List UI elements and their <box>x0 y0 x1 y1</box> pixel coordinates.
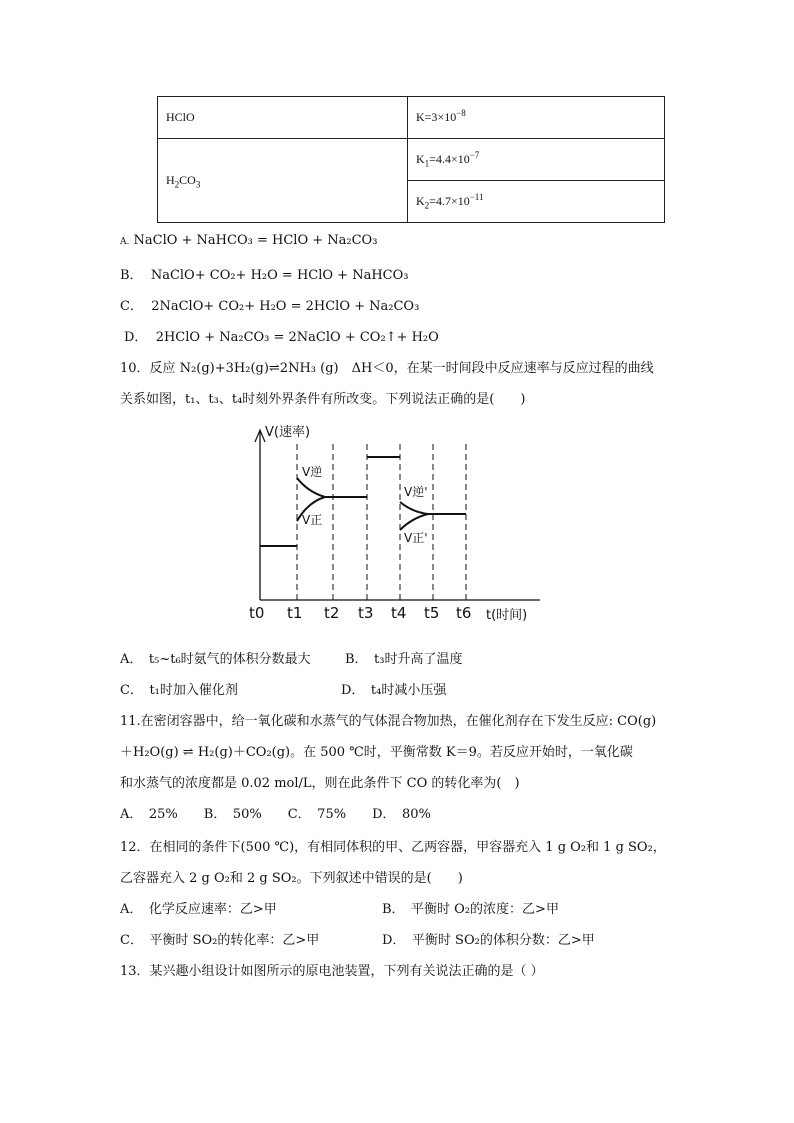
q12-stem-line1: 12．在相同的条件下(500 ℃)，有相同体积的甲、乙两容器，甲容器充入 1 g O₂和 1 g SO₂， <box>120 840 666 855</box>
q10-options-row2 <box>120 679 446 698</box>
q10-option-c: C． t₁时加入催化剂 <box>120 683 238 698</box>
q9-option-a: A. NaClO + NaHCO₃ = HClO + Na₂CO₃ <box>120 233 378 248</box>
q12-option-b: B． 平衡时 O₂的浓度：乙>甲 <box>382 902 559 917</box>
k2-cell: $K_2=4.7\times 10^{-11}$ <box>408 181 665 223</box>
acid-cell: HClO <box>158 97 408 139</box>
q10-stem-line1: 10．反应 N₂(g)+3H₂(g)⇌2NH₃ (g) ΔH＜0，在某一时间段中反应速率与反应过程的曲线 <box>120 361 654 376</box>
table-row <box>158 97 665 139</box>
q10-options-row1 <box>120 648 463 667</box>
q12-options-row2 <box>120 929 595 948</box>
q11-options: A． 25% B． 50% C． 75% D． 80% <box>120 807 431 822</box>
label-v-reverse-prime: V逆' <box>404 485 428 499</box>
q13-stem-line1: 13．某兴趣小组设计如图所示的原电池装置，下列有关说法正确的是（ ） <box>120 964 544 979</box>
tick-t5: t5 <box>424 604 440 622</box>
segment-v-reverse-t1-t2 <box>297 478 325 497</box>
q12-stem-line2: 乙容器充入 2 g O₂和 2 g SO₂。下列叙述中错误的是( ) <box>120 871 463 886</box>
segment-v-reverse-prime-t4-t5 <box>400 502 428 514</box>
y-axis-label: V(速率) <box>265 425 311 440</box>
q12-option-c: C． 平衡时 SO₂的转化率：乙>甲 <box>120 933 320 948</box>
q10-option-b: B． t₃时升高了温度 <box>345 652 463 667</box>
k-cell: $K=3\times 10^{-8}$ <box>408 97 665 139</box>
q9-option-b: B． NaClO+ CO₂+ H₂O = HClO + NaHCO₃ <box>120 268 409 283</box>
segment-v-forward-prime-t4-t5 <box>400 514 428 530</box>
rate-time-chart <box>240 420 560 630</box>
q10-stem-line2: 关系如图，t₁、t₃、t₄时刻外界条件有所改变。下列说法正确的是( ) <box>120 392 526 407</box>
tick-t2: t2 <box>324 604 340 622</box>
tick-t0: t0 <box>249 604 265 622</box>
tick-t4: t4 <box>391 604 407 622</box>
q9-option-c: C． 2NaClO+ CO₂+ H₂O = 2HClO + Na₂CO₃ <box>120 299 420 314</box>
label-v-forward: V正 <box>302 513 323 527</box>
table-row <box>158 139 665 181</box>
ionization-constant-table <box>157 96 665 223</box>
tick-t1: t1 <box>287 604 303 622</box>
q12-option-d: D． 平衡时 SO₂的体积分数：乙>甲 <box>382 933 595 948</box>
q10-option-d: D． t₄时减小压强 <box>341 683 447 698</box>
q11-stem-line1: 11.在密闭容器中，给一氧化碳和水蒸气的气体混合物加热，在催化剂存在下发生反应: CO(g) <box>120 714 657 729</box>
label-v-reverse: V逆 <box>302 465 323 479</box>
k1-cell: $K_1=4.4\times 10^{-7}$ <box>408 139 665 181</box>
q12-options-row1 <box>120 898 559 917</box>
q11-stem-line2: ＋H₂O(g) ⇌ H₂(g)＋CO₂(g)。在 500 ℃时，平衡常数 K＝9。若反应开始时，一氧化碳 <box>120 745 633 760</box>
q12-option-a: A． 化学反应速率：乙>甲 <box>120 902 277 917</box>
acid-cell: $H_2CO_3$ <box>158 139 408 223</box>
tick-t6: t6 <box>456 604 472 622</box>
tick-t3: t3 <box>358 604 374 622</box>
q9-option-d: D． 2HClO + Na₂CO₃ = 2NaClO + CO₂↑+ H₂O <box>124 330 439 345</box>
q11-stem-line3: 和水蒸气的浓度都是 0.02 mol/L，则在此条件下 CO 的转化率为( ) <box>120 776 520 791</box>
q10-option-a: A． t₅~t₆时氨气的体积分数最大 <box>120 652 311 667</box>
label-v-forward-prime: V正' <box>404 531 428 545</box>
x-axis-label: t(时间) <box>486 608 528 623</box>
